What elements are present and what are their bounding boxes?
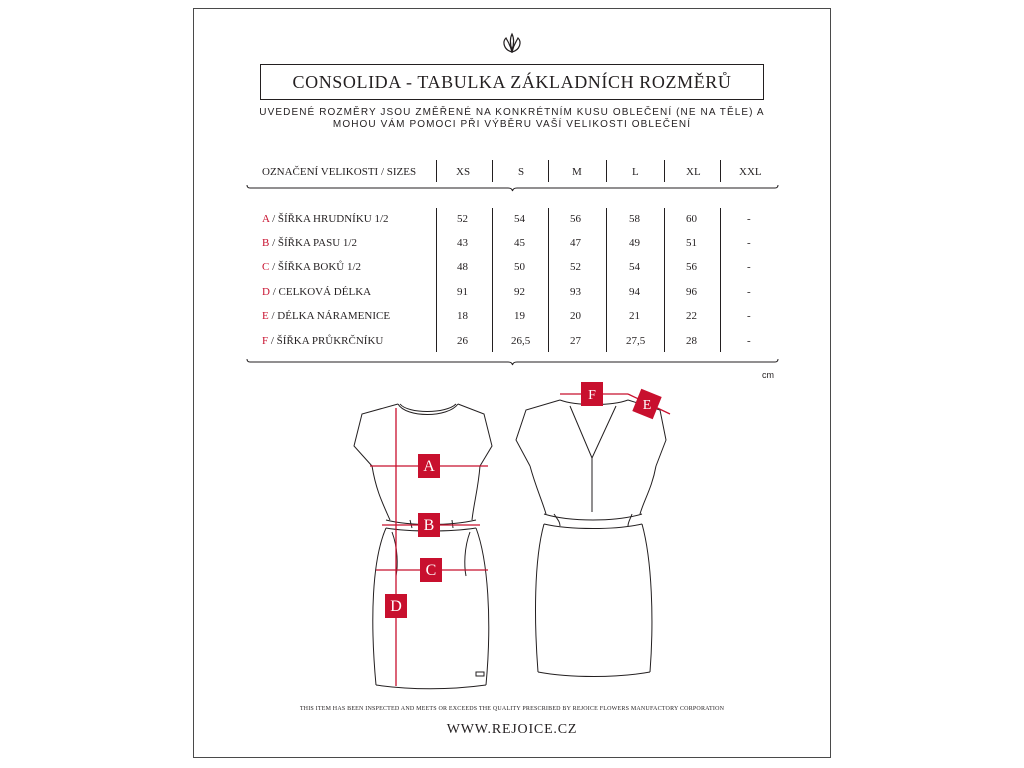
cell-a-xl: 60: [686, 213, 697, 225]
marker-letter: F: [262, 335, 269, 347]
cell-d-xs: 91: [457, 286, 468, 298]
marker-c-label: C: [425, 562, 437, 579]
size-header-l: L: [632, 166, 639, 178]
cell-c-xs: 48: [457, 261, 468, 273]
dress-back-drawing: [516, 400, 666, 677]
marker-f-label: F: [588, 388, 596, 403]
size-header-label: OZNAČENÍ VELIKOSTI / SIZES: [262, 166, 417, 178]
cell-a-xxl: -: [747, 213, 751, 225]
cell-c-m: 52: [570, 261, 581, 273]
table-bottom-brace: [246, 358, 779, 366]
table-row-label-e: E / DÉLKA NÁRAMENICE: [262, 310, 391, 322]
cell-f-xl: 28: [686, 335, 697, 347]
cell-d-xxl: -: [747, 286, 751, 298]
header-separator: [606, 160, 607, 182]
table-row-label-f: F / ŠÍŘKA PRŮKRČNÍKU: [262, 335, 384, 347]
cell-a-l: 58: [629, 213, 640, 225]
column-separator: [548, 208, 549, 352]
dress-diagram: [340, 380, 680, 695]
unit-label: cm: [762, 370, 774, 380]
marker-e-label: E: [642, 398, 652, 413]
cell-f-s: 26,5: [511, 335, 531, 347]
cell-e-xl: 22: [686, 310, 697, 322]
cell-b-m: 47: [570, 237, 581, 249]
marker-letter: B: [262, 237, 270, 249]
size-header-xxl: XXL: [739, 166, 762, 178]
column-separator: [606, 208, 607, 352]
marker-letter: A: [262, 213, 270, 225]
header-separator: [492, 160, 493, 182]
header-separator: [720, 160, 721, 182]
cell-a-s: 54: [514, 213, 525, 225]
cell-a-m: 56: [570, 213, 581, 225]
dress-front-drawing: [354, 404, 492, 689]
table-row-label-b: B / ŠÍŘKA PASU 1/2: [262, 237, 357, 249]
cell-c-l: 54: [629, 261, 640, 273]
cell-b-xxl: -: [747, 237, 751, 249]
cell-a-xs: 52: [457, 213, 468, 225]
cell-c-xl: 56: [686, 261, 697, 273]
cell-b-l: 49: [629, 237, 640, 249]
page-subtitle: UVEDENÉ ROZMĚRY JSOU ZMĚŘENÉ NA KONKRÉTNÍM KUSU OBLEČENÍ (NE NA TĚLE) A MOHOU VÁM POMOCI PŘI VÝBĚRU VAŠÍ VELIKOSTI OBLEČENÍ: [259, 107, 765, 130]
column-separator: [492, 208, 493, 352]
table-row-label-c: C / ŠÍŘKA BOKŮ 1/2: [262, 261, 362, 273]
size-header-s: S: [518, 166, 525, 178]
marker-letter: C: [262, 261, 270, 273]
header-separator: [436, 160, 437, 182]
marker-letter: E: [262, 310, 269, 322]
title-box: [260, 64, 764, 100]
header-brace: [246, 184, 779, 192]
cell-b-s: 45: [514, 237, 525, 249]
cell-d-m: 93: [570, 286, 581, 298]
size-header-xl: XL: [686, 166, 701, 178]
quality-statement: THIS ITEM HAS BEEN INSPECTED AND MEETS OR EXCEEDS THE QUALITY PRESCRIBED BY REJOICE FLOWERS MANUFACTORY CORPORATION: [299, 706, 725, 712]
cell-e-l: 21: [629, 310, 640, 322]
cell-c-xxl: -: [747, 261, 751, 273]
marker-b-label: B: [423, 517, 435, 534]
cell-e-xxl: -: [747, 310, 751, 322]
column-separator: [436, 208, 437, 352]
cell-d-s: 92: [514, 286, 525, 298]
flower-logo-icon: [500, 32, 524, 54]
cell-f-m: 27: [570, 335, 581, 347]
cell-e-xs: 18: [457, 310, 468, 322]
size-header-m: M: [572, 166, 582, 178]
cell-f-l: 27,5: [626, 335, 646, 347]
page-title: CONSOLIDA - TABULKA ZÁKLADNÍCH ROZMĚRŮ: [292, 71, 732, 92]
cell-b-xl: 51: [686, 237, 697, 249]
cell-d-l: 94: [629, 286, 640, 298]
website-url: WWW.REJOICE.CZ: [446, 722, 578, 737]
cell-d-xl: 96: [686, 286, 697, 298]
cell-f-xs: 26: [457, 335, 468, 347]
cell-e-s: 19: [514, 310, 525, 322]
marker-d-label: D: [390, 598, 402, 615]
table-row-label-d: D / CELKOVÁ DÉLKA: [262, 286, 372, 298]
table-row-label-a: A / ŠÍŘKA HRUDNÍKU 1/2: [262, 213, 389, 225]
marker-a-label: A: [423, 458, 435, 475]
marker-letter: D: [262, 286, 270, 298]
column-separator: [664, 208, 665, 352]
column-separator: [720, 208, 721, 352]
cell-e-m: 20: [570, 310, 581, 322]
header-separator: [664, 160, 665, 182]
cell-f-xxl: -: [747, 335, 751, 347]
measurement-markers: [370, 394, 670, 686]
header-separator: [548, 160, 549, 182]
cell-c-s: 50: [514, 261, 525, 273]
cell-b-xs: 43: [457, 237, 468, 249]
size-header-xs: XS: [456, 166, 471, 178]
